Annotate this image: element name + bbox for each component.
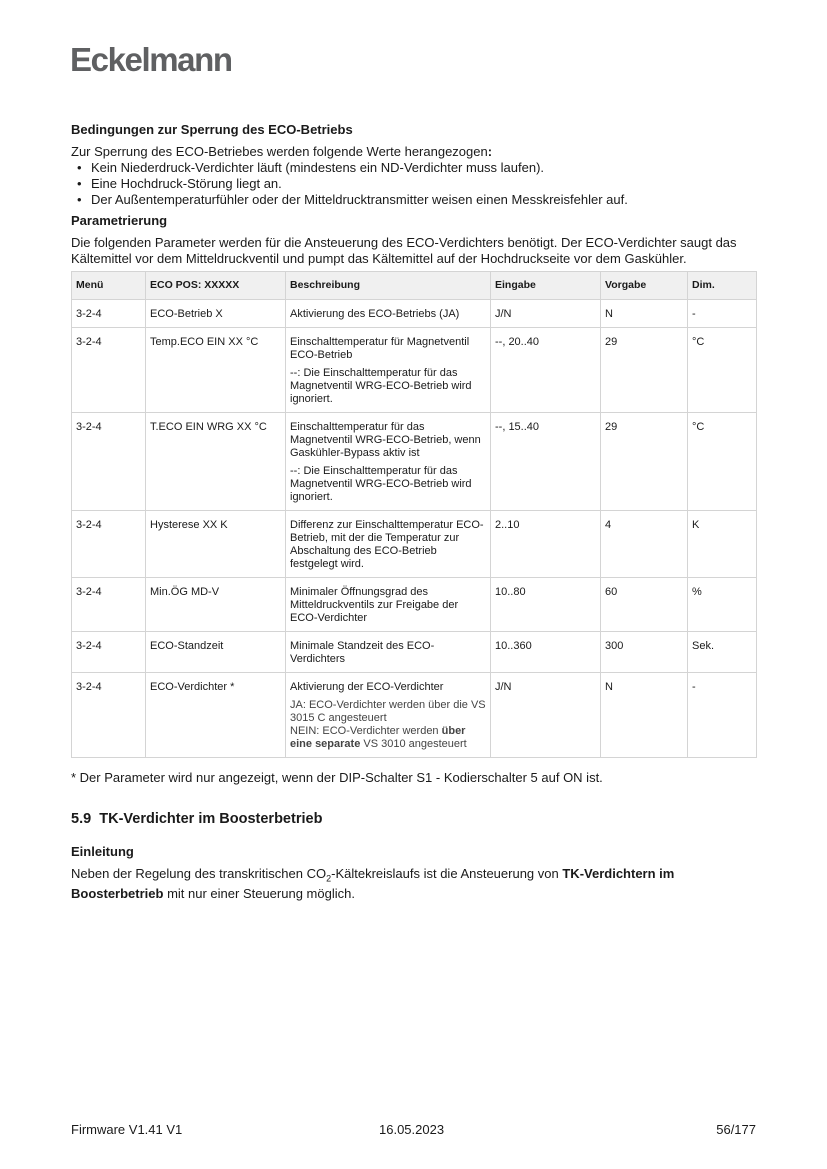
cell-input: --, 15..40 (491, 413, 601, 511)
cell-default: 300 (601, 632, 688, 673)
table-row (72, 632, 757, 673)
cell-menu: 3-2-4 (72, 673, 146, 758)
cell-menu: 3-2-4 (72, 632, 146, 673)
table-row (72, 300, 757, 328)
parametrierung-text: Die folgenden Parameter werden für die Ansteuerung des ECO-Verdichters benötigt. Der ECO-Verdichter saugt das Kältemittel vor dem Mitteldruckventil und pumpt das Kältemittel auf der Hochdruckseite vor dem Gaskühler. (71, 235, 737, 266)
cell-menu: 3-2-4 (72, 413, 146, 511)
conditions-heading: Bedingungen zur Sperrung des ECO-Betriebs (71, 122, 353, 137)
list-item: • Eine Hochdruck-Störung liegt an. (77, 176, 282, 191)
table-row (72, 673, 757, 758)
cell-dim: °C (688, 413, 757, 511)
col-header-description: Beschreibung (286, 272, 491, 300)
company-logo: Eckelmann (70, 41, 232, 78)
cell-default: N (601, 673, 688, 758)
conditions-list (71, 160, 756, 208)
cell-pos: ECO-Standzeit (146, 632, 286, 673)
cell-pos: ECO-Betrieb X (146, 300, 286, 328)
footer-page-number: 56/177 (716, 1122, 756, 1137)
cell-pos: Temp.ECO EIN XX °C (146, 328, 286, 413)
cell-default: N (601, 300, 688, 328)
cell-dim: °C (688, 328, 757, 413)
cell-input: 10..360 (491, 632, 601, 673)
col-header-pos: ECO POS: XXXXX (146, 272, 286, 300)
cell-input: 2..10 (491, 511, 601, 578)
col-header-menu: Menü (72, 272, 146, 300)
cell-pos: Min.ÖG MD-V (146, 578, 286, 632)
table-header-row (72, 272, 757, 300)
einleitung-heading: Einleitung (71, 843, 134, 859)
cell-dim: - (688, 300, 757, 328)
col-header-default: Vorgabe (601, 272, 688, 300)
einleitung-text: Neben der Regelung des transkritischen $CO_2$-Kältekreislaufs ist die Ansteuerung von TK-Verdichtern im Boosterbetrieb mit nur einer Steuerung möglich. (71, 865, 675, 902)
cell-input: --, 20..40 (491, 328, 601, 413)
table-row (72, 328, 757, 413)
col-header-dim: Dim. (688, 272, 757, 300)
cell-input: J/N (491, 300, 601, 328)
cell-dim: % (688, 578, 757, 632)
cell-pos: Hysterese XX K (146, 511, 286, 578)
list-item: • Kein Niederdruck-Verdichter läuft (mindestens ein ND-Verdichter muss laufen). (77, 160, 545, 175)
footer-firmware: Firmware V1.41 V1 (71, 1122, 183, 1137)
conditions-intro: Zur Sperrung des ECO-Betriebes werden folgende Werte herangezogen: (71, 144, 493, 159)
footer-date: 16.05.2023 (379, 1122, 445, 1137)
section-title: 5.9 TK-Verdichter im Boosterbetrieb (71, 811, 323, 827)
parametrierung-heading: Parametrierung (71, 213, 168, 228)
cell-default: 29 (601, 328, 688, 413)
cell-description: Minimaler Öffnungsgrad des Mitteldruckventils zur Freigabe der ECO-Verdichter (286, 578, 491, 632)
cell-dim: Sek. (688, 632, 757, 673)
cell-description: Aktivierung der ECO-Verdichter JA: ECO-Verdichter werden über die VS 3015 C angesteuert NEIN: ECO-Verdichter werden über eine separate VS 3010 angesteuert (286, 673, 491, 758)
cell-pos: ECO-Verdichter * (146, 673, 286, 758)
col-header-input: Eingabe (491, 272, 601, 300)
cell-input: J/N (491, 673, 601, 758)
cell-description: Differenz zur Einschalttemperatur ECO-Betrieb, mit der die Temperatur zur Abschaltung des ECO-Betrieb festgelegt wird. (286, 511, 491, 578)
cell-description: Einschalttemperatur für Magnetventil ECO-Betrieb --: Die Einschalttemperatur für das Magnetventil WRG-ECO-Betrieb wird ignoriert. (286, 328, 491, 413)
cell-menu: 3-2-4 (72, 328, 146, 413)
cell-menu: 3-2-4 (72, 511, 146, 578)
cell-menu: 3-2-4 (72, 300, 146, 328)
cell-dim: - (688, 673, 757, 758)
footnote: * Der Parameter wird nur angezeigt, wenn der DIP-Schalter S1 - Kodierschalter 5 auf ON ist. (71, 770, 603, 785)
cell-default: 29 (601, 413, 688, 511)
cell-menu: 3-2-4 (72, 578, 146, 632)
parameter-table (71, 271, 757, 758)
page-content (71, 121, 756, 902)
cell-description: Minimale Standzeit des ECO-Verdichters (286, 632, 491, 673)
cell-pos: T.ECO EIN WRG XX °C (146, 413, 286, 511)
cell-input: 10..80 (491, 578, 601, 632)
cell-default: 60 (601, 578, 688, 632)
cell-description: Aktivierung des ECO-Betriebs (JA) (286, 300, 491, 328)
table-row (72, 413, 757, 511)
cell-description: Einschalttemperatur für das Magnetventil WRG-ECO-Betrieb, wenn Gaskühler-Bypass aktiv ist --: Die Einschalttemperatur für das Magnetventil WRG-ECO-Betrieb wird ignoriert. (286, 413, 491, 511)
table-row (72, 511, 757, 578)
list-item: • Der Außentemperaturfühler oder der Mitteldrucktransmitter weisen einen Messkreisfehler auf. (77, 192, 628, 207)
cell-default: 4 (601, 511, 688, 578)
cell-dim: K (688, 511, 757, 578)
table-row (72, 578, 757, 632)
